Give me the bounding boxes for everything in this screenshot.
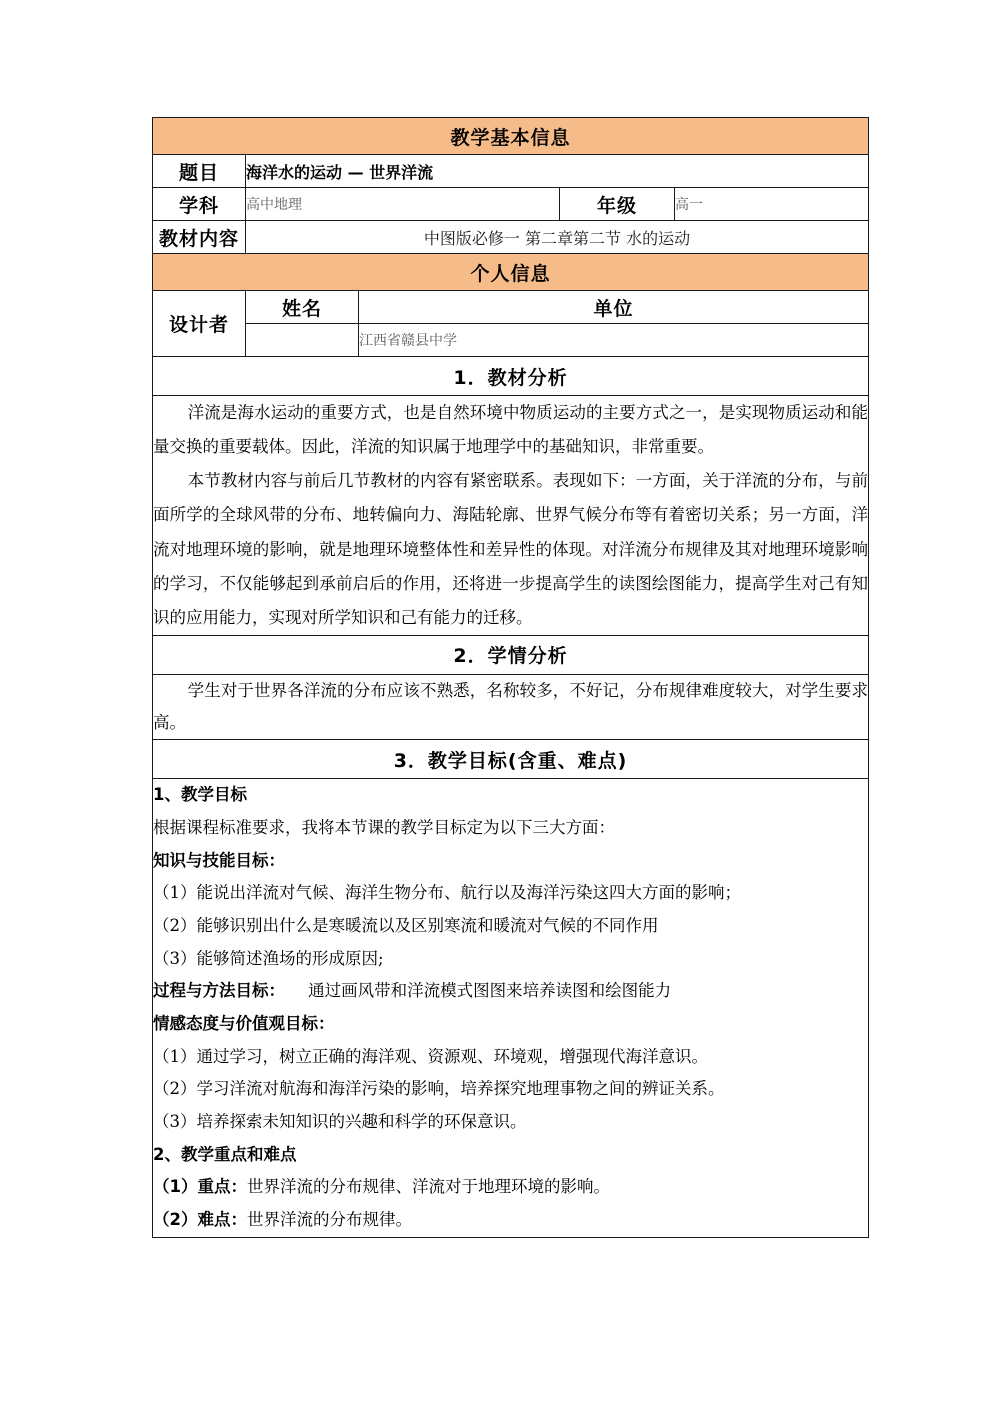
section2-paragraph: 学生对于世界各洋流的分布应该不熟悉，名称较多，不好记，分布规律难度较大，对学生要求高。 [153,680,868,733]
section1-body-row [153,396,869,636]
section1-header-row [153,357,869,396]
section2-body-row [153,674,869,739]
emotion-item-2: （2）学习洋流对航海和海洋污染的影响，培养探究地理事物之间的辨证关系。 [153,1079,725,1099]
section1-paragraph-2: 本节教材内容与前后几节教材的内容有紧密联系。表现如下：一方面，关于洋流的分布，与前面所学的全球风带的分布、地转偏向力、海陆轮廓、世界气候分布等有着密切关系；另一方面，洋流对地理环境的影响，就是地理环境整体性和差异性的体现。对洋流分布规律及其对地理环境影响的学习，不仅能够起到承前启后的作用，还将进一步提高学生的读图绘图能力，提高学生对己有知识的应用能力，实现对所学知识和己有能力的迁移。 [153,471,868,627]
key-point-text: 世界洋流的分布规律、洋流对于地理环境的影响。 [246,1177,610,1197]
section3-body [153,779,869,1237]
subject-value[interactable]: 高中地理 [246,188,560,221]
designer-label: 设计者 [153,291,246,357]
material-row [153,221,869,254]
difficult-point-text: 世界洋流的分布规律。 [246,1209,412,1229]
section3-body-row [153,779,869,1237]
process-goal-line [153,975,868,1008]
title-row [153,155,869,188]
emotion-goal-title: 情感态度与价值观目标： [153,1013,335,1033]
grade-value[interactable]: 高一 [675,188,869,221]
section1-paragraph-1: 洋流是海水运动的重要方式，也是自然环境中物质运动的主要方式之一，是实现物质运动和能量交换的重要载体。因此，洋流的知识属于地理学中的基础知识，非常重要。 [153,403,868,457]
emotion-item-3: （3）培养探索未知知识的兴趣和科学的环保意识。 [153,1111,527,1131]
title-value[interactable]: 海洋水的运动 — 世界洋流 [246,155,869,188]
basic-info-banner: 教学基本信息 [153,118,869,155]
title-label: 题目 [153,155,246,188]
key-difficult-title: 2、教学重点和难点 [153,1144,297,1164]
unit-label: 单位 [359,291,869,324]
section3-header-row [153,740,869,779]
subject-label: 学科 [153,188,246,221]
section1-header: 1．教材分析 [153,357,869,396]
process-goal-text: 通过画风带和洋流模式图图来培养读图和绘图能力 [308,981,672,1001]
section2-header-row [153,635,869,674]
basic-info-banner-row [153,118,869,155]
designer-header-row [153,291,869,324]
lesson-plan-table [152,117,869,1238]
knowledge-item-3: （3）能够简述渔场的形成原因; [153,948,384,968]
material-label: 教材内容 [153,221,246,254]
key-point-line [153,1171,868,1204]
section3-header: 3．教学目标(含重、难点) [153,740,869,779]
knowledge-goal-title: 知识与技能目标： [153,850,285,870]
section2-body [153,674,869,739]
personal-info-banner-row [153,254,869,291]
objectives-title: 1、教学目标 [153,785,247,805]
material-value[interactable]: 中图版必修一 第二章第二节 水的运动 [246,221,869,254]
section1-body [153,396,869,636]
grade-label: 年级 [560,188,675,221]
personal-info-banner: 个人信息 [153,254,869,291]
key-point-label: （1）重点： [153,1177,247,1197]
objectives-intro: 根据课程标准要求，我将本节课的教学目标定为以下三大方面： [153,817,615,837]
name-value[interactable] [246,324,359,357]
process-goal-title: 过程与方法目标： [153,981,285,1001]
difficult-point-line [153,1204,868,1237]
name-label: 姓名 [246,291,359,324]
knowledge-item-1: （1）能说出洋流对气候、海洋生物分布、航行以及海洋污染这四大方面的影响； [153,883,741,903]
knowledge-item-2: （2）能够识别出什么是寒暖流以及区别寒流和暖流对气候的不同作用 [153,915,659,935]
difficult-point-label: （2）难点： [153,1209,247,1229]
emotion-item-1: （1）通过学习，树立正确的海洋观、资源观、环境观，增强现代海洋意识。 [153,1046,708,1066]
designer-value-row [153,324,869,357]
subject-grade-row [153,188,869,221]
section2-header: 2．学情分析 [153,635,869,674]
unit-value[interactable]: 江西省赣县中学 [359,324,869,357]
